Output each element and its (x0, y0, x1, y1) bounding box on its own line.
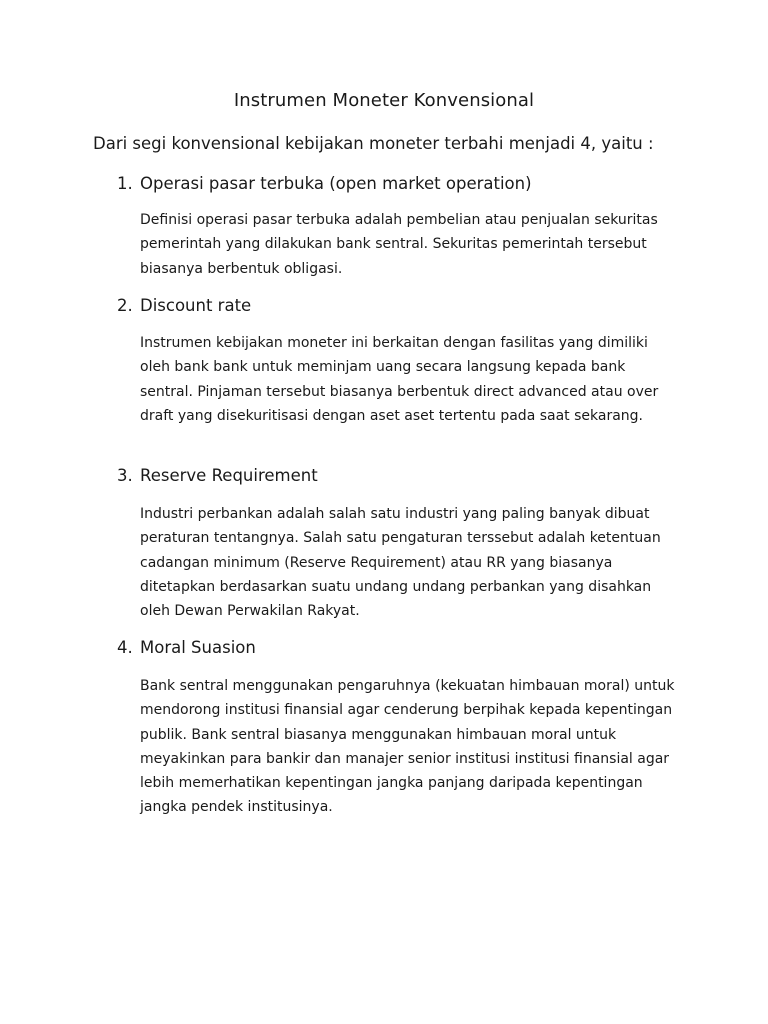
section-number: 4. (117, 638, 133, 657)
section-heading (117, 636, 256, 660)
section-heading-text: Discount rate (140, 296, 252, 315)
section-heading (117, 294, 251, 318)
document-title: Instrumen Moneter Konvensional (233, 90, 535, 111)
section-heading-text: Reserve Requirement (140, 466, 318, 485)
section-body: Instrumen kebijakan moneter ini berkaitan dengan fasilitas yang dimiliki oleh bank bank untuk meminjam uang secara langsung kepada bank sentral. Pinjaman tersebut biasanya berbentuk direct advanced atau over draft yang disekuritisasi dengan aset aset tertentu pada saat sekarang. (140, 335, 659, 424)
section-body: Bank sentral menggunakan pengaruhnya (kekuatan himbauan moral) untuk mendorong institusi finansial agar cenderung berpihak kepada kepentingan publik. Bank sentral biasanya menggunakan himbauan moral untuk meyakinkan para bankir dan manajer senior institusi institusi finansial agar lebih memerhatikan kepentingan jangka panjang daripada kepentingan jangka pendek institusinya. (140, 678, 675, 816)
section-number: 3. (117, 466, 133, 485)
section-heading-text: Moral Suasion (140, 638, 256, 657)
section-number: 1. (117, 174, 133, 193)
section-body: Definisi operasi pasar terbuka adalah pembelian atau penjualan sekuritas pemerintah yang dilakukan bank sentral. Sekuritas pemerintah tersebut biasanya berbentuk obligasi. (140, 212, 658, 277)
section-number: 2. (117, 296, 133, 315)
section-heading-text: Operasi pasar terbuka (open market operation) (140, 174, 532, 193)
section-body: Industri perbankan adalah salah satu industri yang paling banyak dibuat peraturan tentangnya. Salah satu pengaturan terssebut adalah ketentuan cadangan minimum (Reserve Requirement) atau RR yang biasanya ditetapkan berdasarkan suatu undang undang perbankan yang disahkan oleh Dewan Perwakilan Rakyat. (140, 506, 661, 620)
intro-paragraph: Dari segi konvensional kebijakan moneter terbahi menjadi 4, yaitu : (93, 134, 654, 153)
section-heading (117, 172, 532, 196)
section-heading (117, 464, 318, 488)
